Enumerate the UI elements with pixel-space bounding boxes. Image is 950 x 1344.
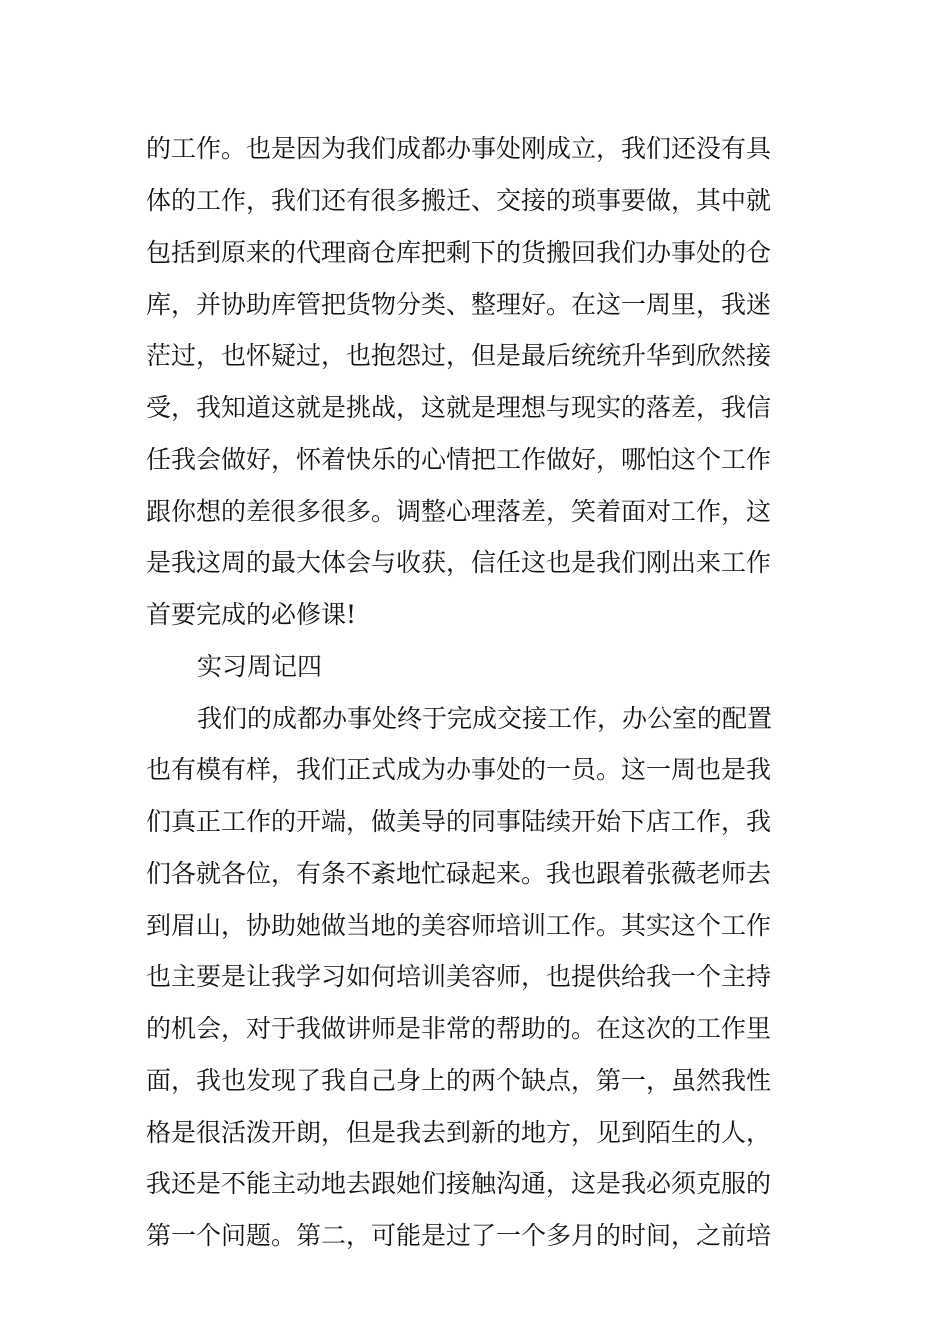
text-line: 第一个问题。第二，可能是过了一个多月的时间，之前培 (146, 1221, 772, 1250)
text-line: 茫过，也怀疑过，也抱怨过，但是最后统统升华到欣然接 (146, 341, 772, 370)
text-line: 我还是不能主动地去跟她们接触沟通，这是我必须克服的 (146, 1169, 772, 1198)
text-line: 面，我也发现了我自己身上的两个缺点，第一，虽然我性 (146, 1066, 772, 1095)
text-line: 格是很活泼开朗，但是我去到新的地方，见到陌生的人， (146, 1118, 772, 1147)
text-line: 的机会，对于我做讲师是非常的帮助的。在这次的工作里 (146, 1014, 772, 1043)
text-line: 们各就各位，有条不紊地忙碌起来。我也跟着张薇老师去 (146, 859, 772, 888)
section-heading: 实习周记四 (197, 652, 323, 681)
text-line: 也有模有样，我们正式成为办事处的一员。这一周也是我 (146, 755, 772, 784)
text-line: 库，并协助库管把货物分类、整理好。在这一周里，我迷 (146, 290, 772, 319)
text-line: 我们的成都办事处终于完成交接工作，办公室的配置 (197, 704, 773, 733)
text-line: 到眉山，协助她做当地的美容师培训工作。其实这个工作 (146, 911, 772, 940)
text-line: 也主要是让我学习如何培训美容师，也提供给我一个主持 (146, 962, 772, 991)
text-line: 受，我知道这就是挑战，这就是理想与现实的落差，我信 (146, 393, 772, 422)
text-line: 的工作。也是因为我们成都办事处刚成立，我们还没有具 (146, 134, 772, 163)
text-line: 包括到原来的代理商仓库把剩下的货搬回我们办事处的仓 (146, 238, 772, 267)
text-line: 首要完成的必修课! (146, 600, 357, 629)
text-line: 们真正工作的开端，做美导的同事陆续开始下店工作，我 (146, 807, 772, 836)
text-line: 任我会做好，怀着快乐的心情把工作做好，哪怕这个工作 (146, 445, 772, 474)
text-line: 是我这周的最大体会与收获，信任这也是我们刚出来工作 (146, 548, 772, 577)
text-line: 体的工作，我们还有很多搬迁、交接的琐事要做，其中就 (146, 186, 772, 215)
text-line: 跟你想的差很多很多。调整心理落差，笑着面对工作，这 (146, 497, 772, 526)
